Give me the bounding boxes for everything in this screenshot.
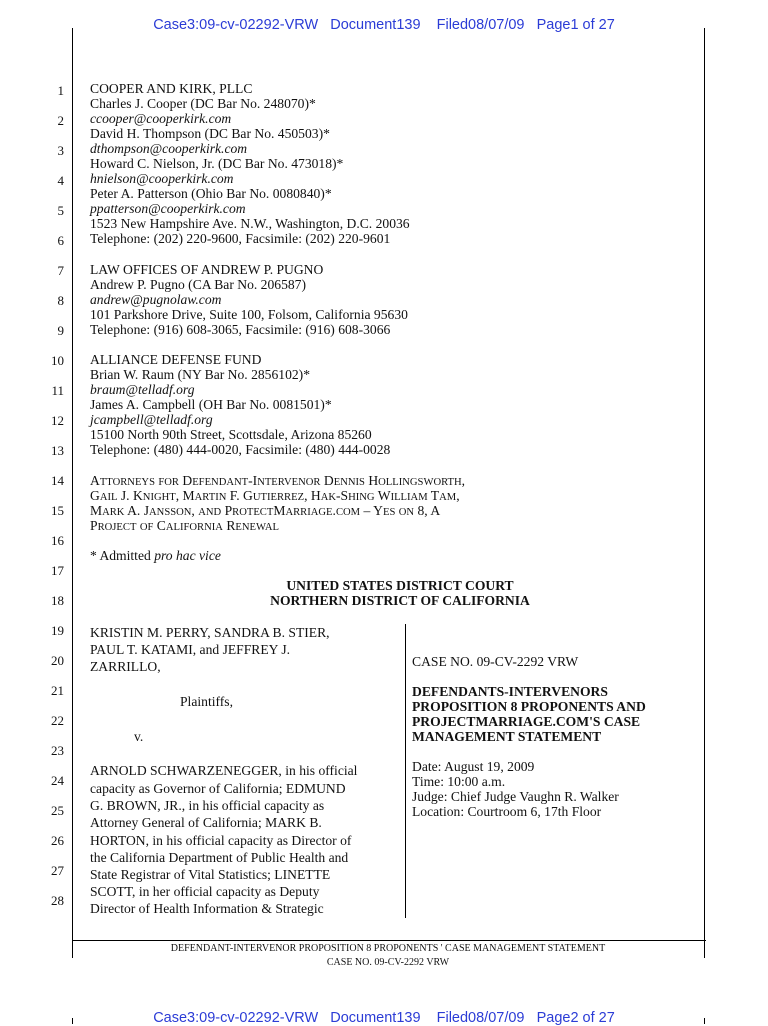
- attorney-name: James A. Campbell (OH Bar No. 0081501)*: [90, 397, 332, 412]
- attorney-name: Howard C. Nielson, Jr. (DC Bar No. 473018)*: [90, 156, 344, 171]
- hearing-time: Time: 10:00 a.m.: [412, 774, 506, 789]
- firm-address: 1523 New Hampshire Ave. N.W., Washington, D.C. 20036: [90, 216, 410, 231]
- defendants-line: SCOTT, in her official capacity as Deputy: [90, 884, 320, 899]
- line-number: 24: [51, 773, 64, 788]
- attorney-email: braum@telladf.org: [90, 382, 195, 397]
- line-number: 22: [51, 713, 64, 728]
- attorney-email: ppatterson@cooperkirk.com: [90, 201, 246, 216]
- court-name: UNITED STATES DISTRICT COURT: [286, 578, 514, 593]
- attorneys-for-line: ATTORNEYS FOR DEFENDANT-INTERVENOR DENNIS HOLLINGSWORTH,: [90, 473, 466, 488]
- firm-phone: Telephone: (916) 608-3065, Facsimile: (916) 608-3066: [90, 322, 391, 337]
- line-number: 3: [57, 143, 64, 158]
- right-margin-rule: [704, 28, 705, 958]
- attorney-email: hnielson@cooperkirk.com: [90, 171, 234, 186]
- attorneys-for-line: PROJECT OF CALIFORNIA RENEWAL: [90, 518, 279, 533]
- line-number: 2: [57, 113, 64, 128]
- defendants-line: Director of Health Information & Strategic: [90, 901, 324, 916]
- hearing-judge: Judge: Chief Judge Vaughn R. Walker: [412, 789, 619, 804]
- attorney-email: ccooper@cooperkirk.com: [90, 111, 232, 126]
- plaintiffs-names: KRISTIN M. PERRY, SANDRA B. STIER,: [90, 625, 330, 640]
- court-district: NORTHERN DISTRICT OF CALIFORNIA: [270, 593, 530, 608]
- line-number: 15: [51, 503, 64, 518]
- line-number: 18: [51, 593, 64, 608]
- line-number: 27: [51, 863, 64, 878]
- line-number: 10: [51, 353, 64, 368]
- defendants-line: HORTON, in his official capacity as Director of: [90, 833, 352, 848]
- document-title: PROPOSITION 8 PROPONENTS AND: [412, 699, 646, 714]
- plaintiffs-label: Plaintiffs,: [180, 694, 233, 709]
- caption-divider: [405, 624, 406, 918]
- line-number: 26: [51, 833, 64, 848]
- document-title: MANAGEMENT STATEMENT: [412, 729, 602, 744]
- firm-name: LAW OFFICES OF ANDREW P. PUGNO: [90, 262, 324, 277]
- line-number: 4: [57, 173, 64, 188]
- admitted-pro-hac-vice: pro hac vice: [154, 548, 221, 563]
- line-number: 19: [51, 623, 64, 638]
- attorney-email: dthompson@cooperkirk.com: [90, 141, 248, 156]
- document-title: PROJECTMARRIAGE.COM'S CASE: [412, 714, 641, 729]
- attorney-email: jcampbell@telladf.org: [90, 412, 213, 427]
- firm-phone: Telephone: (480) 444-0020, Facsimile: (480) 444-0028: [90, 442, 391, 457]
- defendants-line: G. BROWN, JR., in his official capacity as: [90, 798, 325, 813]
- line-number: 28: [51, 893, 64, 908]
- firm-address: 101 Parkshore Drive, Suite 100, Folsom, California 95630: [90, 307, 408, 322]
- attorney-name: David H. Thompson (DC Bar No. 450503)*: [90, 126, 330, 141]
- plaintiffs-names: PAUL T. KATAMI, and JEFFREY J.: [90, 642, 291, 657]
- attorneys-for-line: MARK A. JANSSON, AND PROTECTMARRIAGE.COM – YES ON 8, A: [90, 503, 441, 518]
- footer-title: DEFENDANT-INTERVENOR PROPOSITION 8 PROPONENTS ' CASE MANAGEMENT STATEMENT: [170, 943, 606, 954]
- left-margin-rule: [72, 28, 73, 958]
- firm-name: COOPER AND KIRK, PLLC: [90, 81, 253, 96]
- line-number: 9: [57, 323, 64, 338]
- line-number: 20: [51, 653, 64, 668]
- admitted-prefix: * Admitted: [90, 548, 155, 563]
- attorney-name: Charles J. Cooper (DC Bar No. 248070)*: [90, 96, 316, 111]
- plaintiffs-names: ZARRILLO,: [90, 659, 161, 674]
- case-number: CASE NO. 09-CV-2292 VRW: [412, 654, 579, 669]
- line-number: 6: [57, 233, 64, 248]
- attorney-email: andrew@pugnolaw.com: [90, 292, 222, 307]
- firm-phone: Telephone: (202) 220-9600, Facsimile: (202) 220-9601: [90, 231, 391, 246]
- line-number: 23: [51, 743, 64, 758]
- hearing-date: Date: August 19, 2009: [412, 759, 535, 774]
- footer-rule: [72, 940, 706, 941]
- filing-header: Case3:09-cv-02292-VRW Document139 Filed08/07/09 Page1 of 27: [153, 17, 615, 33]
- line-number: 7: [57, 263, 64, 278]
- footer-case-number: CASE NO. 09-CV-2292 VRW: [326, 957, 450, 968]
- line-number: 25: [51, 803, 64, 818]
- attorney-name: Brian W. Raum (NY Bar No. 2856102)*: [90, 367, 310, 382]
- defendants-line: capacity as Governor of California; EDMUND: [90, 781, 346, 796]
- next-page-right-rule: [704, 1018, 705, 1024]
- attorney-name: Andrew P. Pugno (CA Bar No. 206587): [90, 277, 306, 292]
- line-number: 8: [57, 293, 64, 308]
- line-number: 16: [51, 533, 64, 548]
- line-number: 12: [51, 413, 64, 428]
- line-number: 13: [51, 443, 64, 458]
- line-number: 17: [51, 563, 64, 578]
- admitted-note: [90, 548, 221, 563]
- line-number: 11: [51, 383, 64, 398]
- versus: v.: [134, 729, 144, 744]
- line-number: 21: [51, 683, 64, 698]
- firm-address: 15100 North 90th Street, Scottsdale, Arizona 85260: [90, 427, 372, 442]
- line-number: 5: [57, 203, 64, 218]
- document-title: DEFENDANTS-INTERVENORS: [412, 684, 608, 699]
- defendants-line: Attorney General of California; MARK B.: [90, 815, 322, 830]
- line-number: 14: [51, 473, 64, 488]
- next-page-left-rule: [72, 1018, 73, 1024]
- attorneys-for-line: GAIL J. KNIGHT, MARTIN F. GUTIERREZ, HAK-SHING WILLIAM TAM,: [90, 488, 460, 503]
- line-number: 1: [57, 83, 64, 98]
- attorney-name: Peter A. Patterson (Ohio Bar No. 0080840)*: [90, 186, 332, 201]
- hearing-location: Location: Courtroom 6, 17th Floor: [412, 804, 602, 819]
- defendants-line: State Registrar of Vital Statistics; LINETTE: [90, 867, 331, 882]
- next-page-header: Case3:09-cv-02292-VRW Document139 Filed08/07/09 Page2 of 27: [153, 1010, 615, 1026]
- defendants-line: the California Department of Public Health and: [90, 850, 349, 865]
- firm-name: ALLIANCE DEFENSE FUND: [90, 352, 262, 367]
- defendants-line: ARNOLD SCHWARZENEGGER, in his official: [90, 763, 358, 778]
